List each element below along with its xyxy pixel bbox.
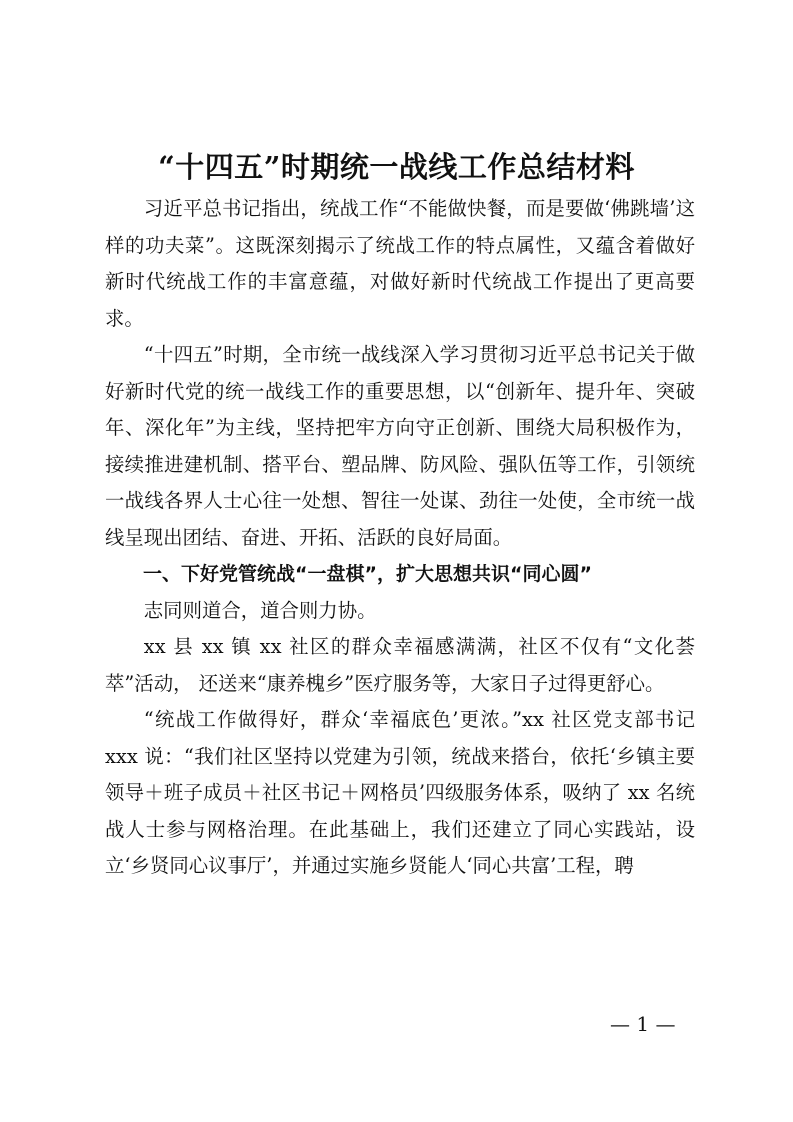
paragraph: 习近平总书记指出，统战工作“不能做快餐，而是要做‘佛跳墙’这样的功夫菜”。这既深刻揭示了统战工作的特点属性，又蕴含着做好新时代统战工作的丰富意蕴，对做好新时代统战工作提出了更高要求。 <box>105 197 695 330</box>
page-number: — 1 — <box>610 1012 676 1036</box>
paragraph: xx 县 xx 镇 xx 社区的群众幸福感满满，社区不仅有“文化荟萃”活动， 还送来“康养槐乡”医疗服务等，大家日子过得更舒心。 <box>105 635 695 695</box>
document-body <box>105 191 695 885</box>
document-title: “十四五”时期统一战线工作总结材料 <box>158 150 635 184</box>
paragraph: “统战工作做得好，群众‘幸福底色’更浓。”xx 社区党支部书记 xxx 说：“我们社区坚持以党建为引领，统战来搭台，依托‘乡镇主要领导＋班子成员＋社区书记＋网格员’四级服务体系，吸纳了 xx 名统战人士参与网格治理。在此基础上，我们还建立了同心实践站，设立‘乡贤同心议事厅’，并通过实施乡贤能人‘同心共富’工程，聘 <box>105 708 695 877</box>
section-heading: 一、下好党管统战“一盘棋”，扩大思想共识“同心圆” <box>143 563 592 585</box>
paragraph: 志同则道合，道合则力协。 <box>143 598 377 622</box>
paragraph: “十四五”时期，全市统一战线深入学习贯彻习近平总书记关于做好新时代党的统一战线工作的重要思想，以“创新年、提升年、突破年、深化年”为主线，坚持把牢方向守正创新、围绕大局积极作为，接续推进建机制、搭平台、塑品牌、防风险、强队伍等工作，引领统一战线各界人士心往一处想、智往一处谋、劲往一处使，全市统一战线呈现出团结、奋进、开拓、活跃的良好局面。 <box>105 343 695 549</box>
